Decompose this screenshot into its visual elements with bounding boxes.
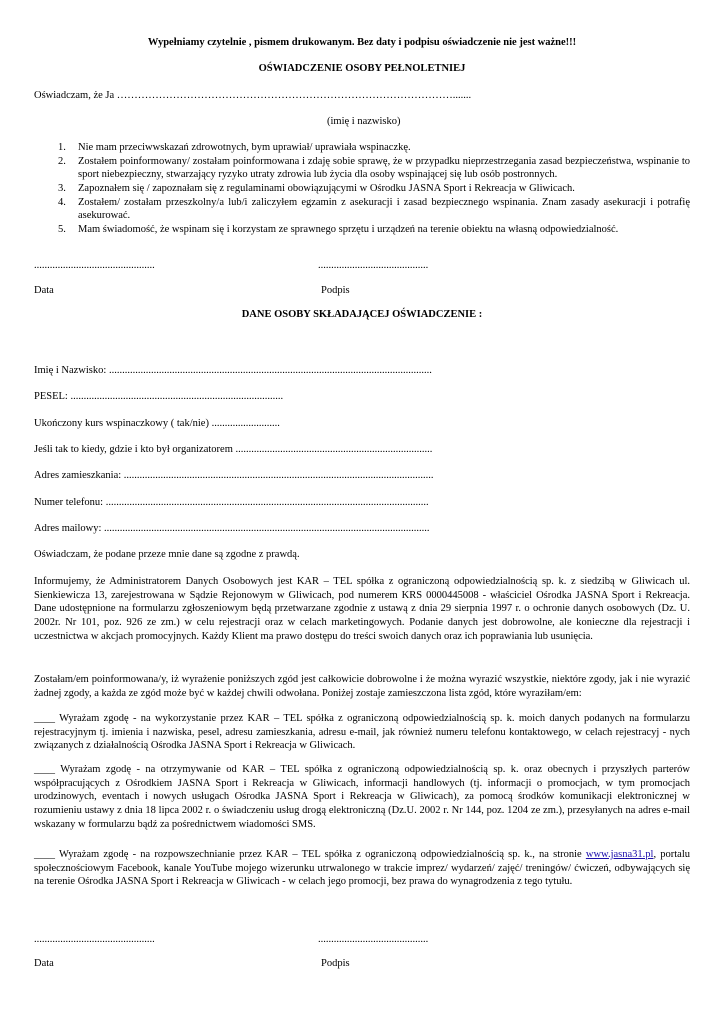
statement-item: 5. Mam świadomość, że wspinam się i korzystam ze sprawnego sprzętu i urządzeń na terenie obiektu na własną odpowiedzialność. (58, 223, 619, 235)
declare-name-blank[interactable]: ……………………………………………………………………………………....... (116, 90, 472, 101)
pesel-field[interactable]: PESEL: ................................................................................. (34, 391, 284, 402)
email-field[interactable]: Adres mailowy: ............................................................................................................................ (34, 523, 430, 534)
date-label-2: Data (34, 958, 54, 969)
declare-line (34, 89, 471, 103)
date-line-1[interactable]: .............................................. (34, 260, 155, 271)
header-note: Wypełniamy czytelnie , pismem drukowanym. Bez daty i podpisu oświadczenie nie jest ważne!!! (147, 37, 577, 48)
statement-item: 2. Zostałem poinformowany/ zostałam poinformowana i zdaję sobie sprawę, że w przypadku nieprzestrzegania zasad bezpieczeństwa, wspinanie to sport niebezpieczny, stwarzający ryzyko utraty zdrowia lub życia dla osoby wspinającej się lub osób postronnych. (58, 155, 690, 181)
signature-label-1: Podpis (321, 285, 350, 296)
document-title: OŚWIADCZENIE OSOBY PEŁNOLETNIEJ (258, 63, 466, 74)
course-details-field[interactable]: Jeśli tak to kiedy, gdzie i kto był organizatorem ........................................................................... (34, 444, 433, 455)
consent-marketing[interactable]: ____ Wyrażam zgodę - na otrzymywanie od KAR – TEL spółka z ograniczoną odpowiedzialnością sp. k. oraz obecnych i przyszłych parterów współpracujących z Ośrodkiem JASNA Sport i Rekreacja w Gliwicach, informacji handlowych (tj. informacji o promocjach, w tym promocjach urodzinowych, eventach i nowych usługach Ośrodka JASNA Sport i Rekreacja w Gliwicach), za pomocą środków komunikacji elektronicznej w rozumieniu ustawy z dnia 18 lipca 2002 r. o świadczeniu usług drogą elektroniczną (Dz.U. 2002 r. Nr 144, poz. 1204 ze zm.), przesyłanych na adres e-mail wskazany w formularzu bądź za pośrednictwem wiadomości SMS. (34, 764, 690, 830)
section-title: DANE OSOBY SKŁADAJĄCEJ OŚWIADCZENIE : (241, 309, 483, 320)
date-label-1: Data (34, 285, 54, 296)
declare-prefix: Oświadczam, że Ja (34, 90, 115, 101)
gdpr-info: Informujemy, że Administratorem Danych Osobowych jest KAR – TEL spółka z ograniczoną odpowiedzialnością sp. k. z siedzibą w Gliwicach ul. Sienkiewicza 13, zarejestrowana w Sądzie Rejonowym w Gliwicach, pod numerem KRS 0000445008 - właściciel Ośrodka JASNA Sport i Rekreacja. Dane udostępnione na formularzu zgłoszeniowym będą przetwarzane zgodnie z ustawą z dnia 29 sierpnia 1997 r. o ochronie danych osobowych (Dz. U. 2002r. Nr 101, poz. 926 ze zm.) w celu rejestracji oraz w celach marketingowych. Podanie danych jest dobrowolne, ale konieczne dla rejestracji i uczestnictwa w akcjach promocyjnych. Każdy Klient ma prawo dostępu do treści swoich danych oraz ich poprawiania lub usunięcia. (34, 576, 690, 642)
statement-item: 4. Zostałem/ zostałam przeszkolny/a lub/i zaliczyłem egzamin z asekuracji i zasad bezpiecznego wspinania. Znam zasady asekuracji i potrafię asekurować. (58, 196, 690, 222)
consent-intro: Zostałam/em poinformowana/y, iż wyrażenie poniższych zgód jest całkowicie dobrowolne i że można wyrazić wszystkie, niektóre zgody, jak i nie wyrazić żadnej zgody, a każda ze zgód może być w każdej chwili odwołana. Poniżej zostaje zamieszczona lista zgód, które wyraziłam/em: (34, 674, 690, 699)
address-field[interactable]: Adres zamieszkania: ...................................................................................................................... (34, 470, 434, 481)
statement-item: 1. Nie mam przeciwwskazań zdrowotnych, bym uprawiał/ uprawiała wspinaczkę. (58, 142, 411, 153)
jasna-website-link[interactable]: www.jasna31.pl (585, 849, 654, 860)
phone-field[interactable]: Numer telefonu: ........................................................................................................................... (34, 497, 429, 508)
date-line-2[interactable]: .............................................. (34, 934, 155, 945)
data-confirmation: Oświadczam, że podane przeze mnie dane są zgodne z prawdą. (34, 549, 300, 560)
course-field[interactable]: Ukończony kurs wspinaczkowy ( tak/nie) .......................... (34, 418, 280, 429)
statements-list (34, 141, 690, 236)
consent-registration[interactable]: ____ Wyrażam zgodę - na wykorzystanie przez KAR – TEL spółka z ograniczoną odpowiedzialnością sp. k. moich danych podanych na formularzu rejestracyjnym tj. imienia i nazwiska, pesel, adresu zamieszkania, adresu e-mail, jak również numeru telefonu kontaktowego, w celach rejestracyj - nych związanych z działalnością Ośrodka JASNA Sport i Rekreacja w Gliwicach. (34, 713, 690, 752)
signature-line-1[interactable]: .......................................... (318, 260, 429, 271)
signature-line-2[interactable]: .......................................... (318, 934, 429, 945)
statement-item: 3. Zapoznałem się / zapoznałam się z regulaminami obowiązującymi w Ośrodku JASNA Sport i Rekreacja w Gliwicach. (58, 182, 575, 194)
consent-image[interactable]: ____ Wyrażam zgodę - na rozpowszechnianie przez KAR – TEL spółka z ograniczoną odpowiedzialnością sp. k., na stronie www.jasna31.pl, portalu społecznościowym Facebook, kanale YouTube mojego wizerunku utrwalonego w trakcie imprez/ wydarzeń/ zajęć/ treningów/ ćwiczeń, odbywających się na terenie Ośrodka JASNA Sport i Rekreacja w Gliwicach - w celach jego promocji, bez prawa do wynagrodzenia z tego tytułu. (34, 849, 690, 888)
name-field[interactable]: Imię i Nazwisko: ........................................................................................................................... (34, 365, 432, 376)
declare-caption: (imię i nazwisko) (327, 116, 401, 127)
signature-label-2: Podpis (321, 958, 350, 969)
